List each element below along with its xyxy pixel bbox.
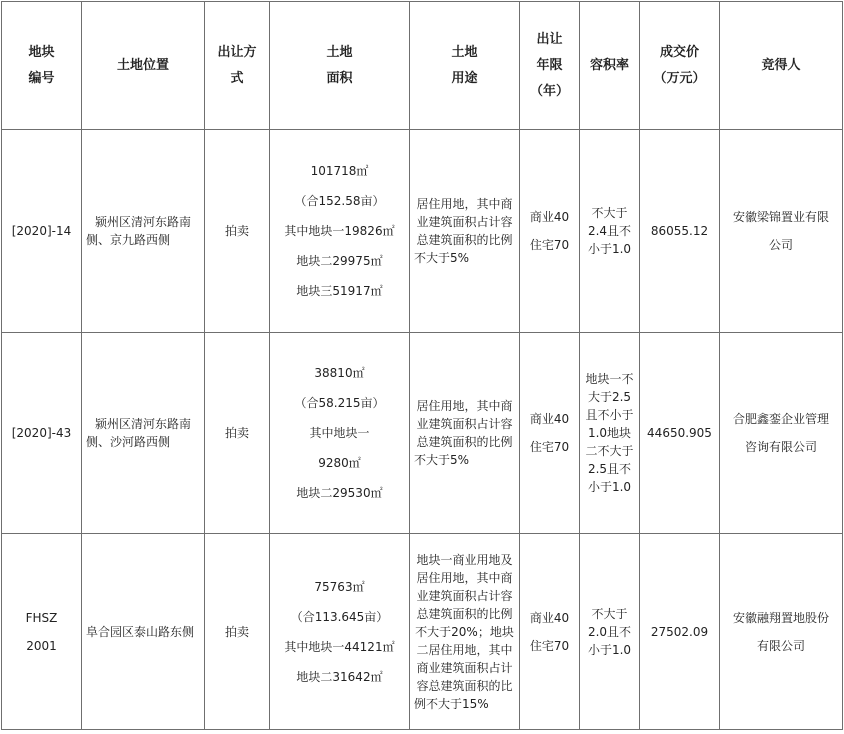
header-row	[2, 2, 843, 130]
land-transaction-table	[1, 1, 843, 730]
header-price: 成交价 （万元）	[640, 2, 720, 130]
area-cell: 38810㎡ （合58.215亩） 其中地块一 9280㎡ 地块二29530㎡	[270, 333, 410, 534]
area-cell: 75763㎡ （合113.645亩） 其中地块一44121㎡ 地块二31642㎡	[270, 534, 410, 730]
table-row	[2, 333, 843, 534]
header-use: 土地 用途	[410, 2, 520, 130]
table-row	[2, 130, 843, 333]
years-cell: 商业40 住宅70	[520, 333, 580, 534]
header-method: 出让方 式	[205, 2, 270, 130]
location-cell: 颍州区清河东路南侧、沙河路西侧	[82, 333, 205, 534]
method-cell: 拍卖	[205, 333, 270, 534]
header-plot-no: 地块 编号	[2, 2, 82, 130]
header-location: 土地位置	[82, 2, 205, 130]
plot-no-cell: FHSZ 2001	[2, 534, 82, 730]
years-cell: 商业40 住宅70	[520, 130, 580, 333]
table-row	[2, 534, 843, 730]
winner-cell: 合肥鑫銮企业管理 咨询有限公司	[720, 333, 843, 534]
location-cell: 阜合园区泰山路东侧	[82, 534, 205, 730]
price-cell: 44650.905	[640, 333, 720, 534]
plot-no-cell: [2020]-14	[2, 130, 82, 333]
plot-no-cell: [2020]-43	[2, 333, 82, 534]
years-cell: 商业40 住宅70	[520, 534, 580, 730]
use-cell: 居住用地，其中商业建筑面积占计容总建筑面积的比例不大于5%	[410, 333, 520, 534]
method-cell: 拍卖	[205, 534, 270, 730]
winner-cell: 安徽梁锦置业有限 公司	[720, 130, 843, 333]
price-cell: 27502.09	[640, 534, 720, 730]
area-cell: 101718㎡ （合152.58亩） 其中地块一19826㎡ 地块二29975㎡ 地块三51917㎡	[270, 130, 410, 333]
far-cell: 不大于2.4且不小于1.0	[580, 130, 640, 333]
header-area: 土地 面积	[270, 2, 410, 130]
winner-cell: 安徽融翔置地股份 有限公司	[720, 534, 843, 730]
header-far: 容积率	[580, 2, 640, 130]
location-cell: 颍州区清河东路南侧、京九路西侧	[82, 130, 205, 333]
use-cell: 地块一商业用地及居住用地，其中商业建筑面积占计容总建筑面积的比例不大于20%；地块二居住用地，其中商业建筑面积占计容总建筑面积的比例不大于15%	[410, 534, 520, 730]
method-cell: 拍卖	[205, 130, 270, 333]
price-cell: 86055.12	[640, 130, 720, 333]
header-years: 出让 年限 （年）	[520, 2, 580, 130]
far-cell: 不大于2.0且不小于1.0	[580, 534, 640, 730]
use-cell: 居住用地，其中商业建筑面积占计容总建筑面积的比例不大于5%	[410, 130, 520, 333]
header-winner: 竞得人	[720, 2, 843, 130]
far-cell: 地块一不大于2.5且不小于1.0地块二不大于2.5且不小于1.0	[580, 333, 640, 534]
